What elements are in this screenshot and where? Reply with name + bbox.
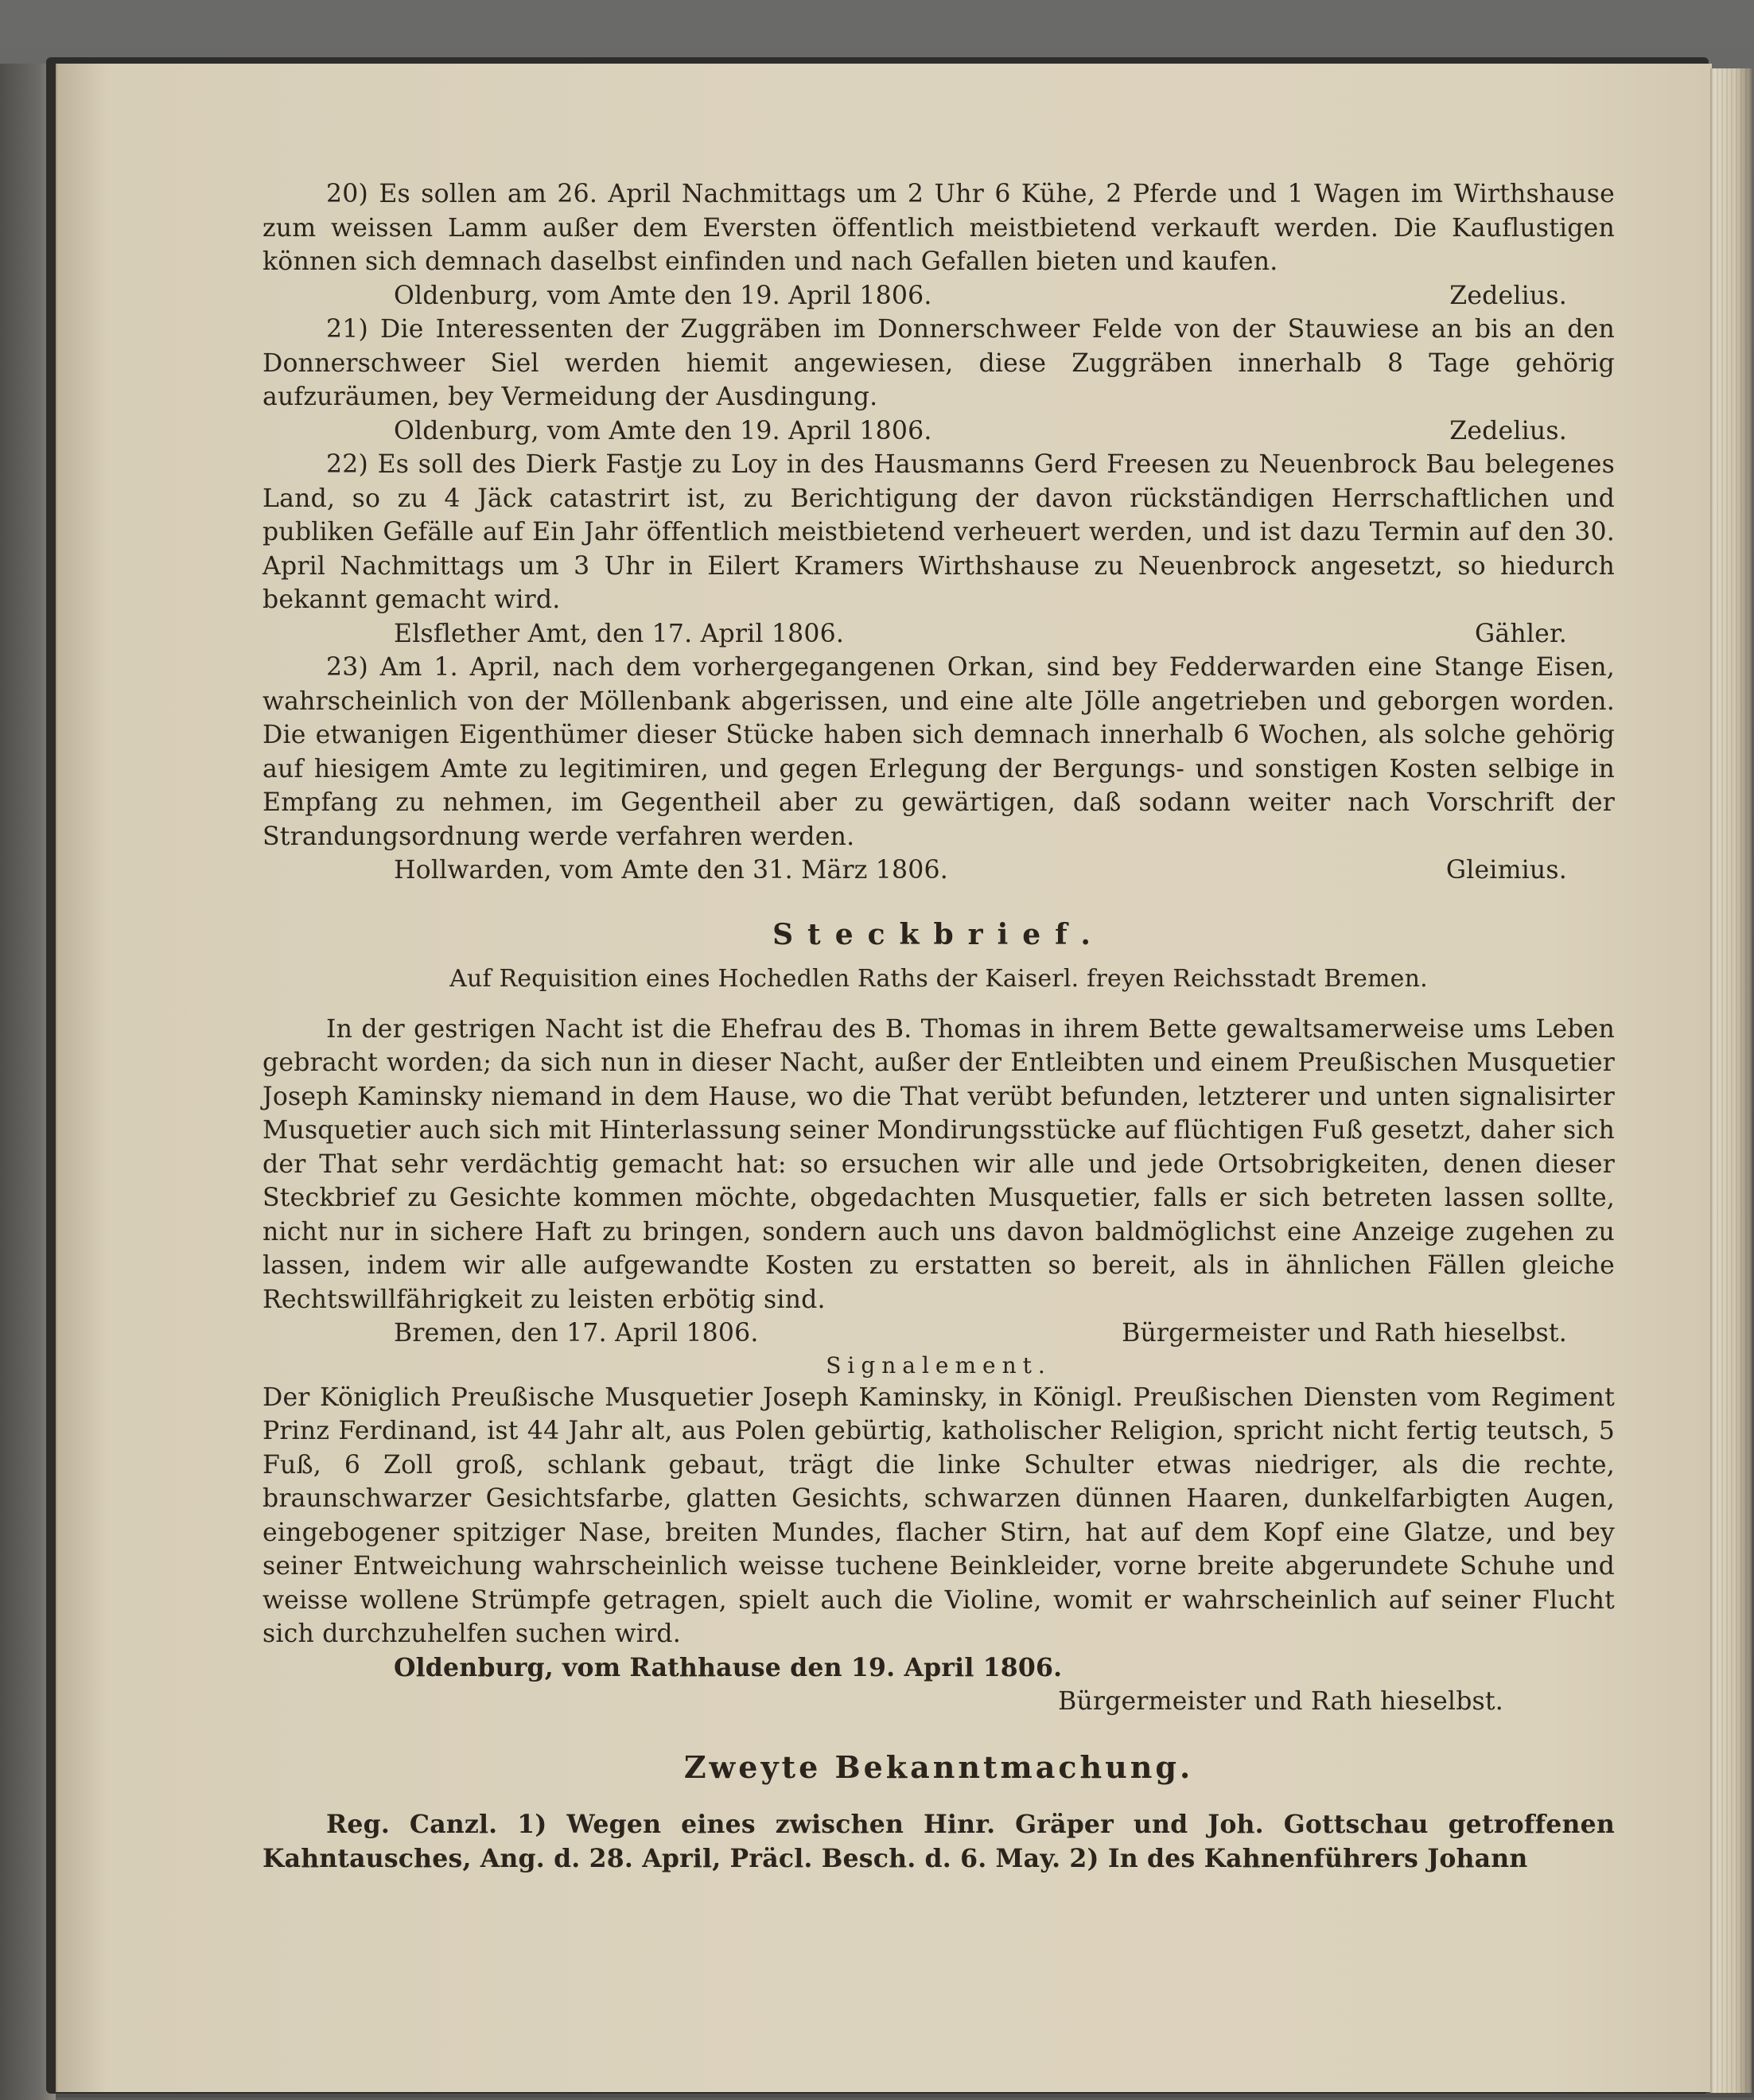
place-date: Hollwarden, vom Amte den 31. März 1806. [394,856,948,885]
notice-21 [263,313,1615,448]
place-date: Oldenburg, vom Rathhause den 19. April 1806. [394,1652,1063,1682]
place-date: Oldenburg, vom Amte den 19. April 1806. [394,416,932,445]
signatory: Zedelius. [1449,281,1567,310]
place-date: Bremen, den 17. April 1806. [394,1319,759,1348]
notice-text: Die Interessenten der Zuggräben im Donnerschweer Felde von der Stauwiese an bis an den Donnerschweer Siel werden hiemit angewiesen, diese Zuggräben innerhalb 8 Tage gehörig aufzuräumen, bey Vermeidung der Ausdingung. [263,315,1615,411]
notice-number: 21) [326,315,368,344]
page-content [263,177,1615,1876]
notice-22 [263,448,1615,651]
notice-text: Es sollen am 26. April Nachmittags um 2 Uhr 6 Kühe, 2 Pferde und 1 Wagen im Wirthshause zum weissen Lamm außer dem Eversten öffentlich meistbietend verkauft werden. Die Kauflustigen können sich demnach daselbst einfinden und nach Gefallen bieten und kaufen. [263,180,1615,276]
notice-number: 23) [326,653,368,682]
notice-20 [263,177,1615,313]
place-date: Elsflether Amt, den 17. April 1806. [394,619,845,648]
zweyte-heading: Zweyte Bekanntmachung. [683,1748,1194,1785]
signalement-text: Der Königlich Preußische Musquetier Joseph Kaminsky, in Königl. Preußischen Diensten vom Regiment Prinz Ferdinand, ist 44 Jahr alt, aus Polen gebürtig, katholischer Religion, spricht nicht fertig teutsch, 5 Fuß, 6 Zoll groß, schlank gebaut, trägt die linke Schulter etwas niedriger, als die rechte, braunschwarzer Gesichtsfarbe, glatten Gesichts, schwarzen dünnen Haaren, dunkelfarbigten Augen, eingebogener spitziger Nase, breiten Mundes, flacher Stirn, hat auf dem Kopf eine Glatze, und bey seiner Entweichung wahrscheinlich weisse tuchene Beinkleider, vorne breite abgerundete Schuhe und weisse wollene Strümpfe getragen, spielt auch die Violine, womit er wahrscheinlich auf seiner Flucht sich durchzuhelfen suchen wird. [263,1382,1615,1648]
signatory: Bürgermeister und Rath hieselbst. [1058,1687,1503,1716]
steckbrief-heading: Steckbrief. [772,917,1105,951]
signatory: Gähler. [1475,619,1567,648]
notice-text: Am 1. April, nach dem vorhergegangenen Orkan, sind bey Fedderwarden eine Stange Eisen, wahrscheinlich von der Möllenbank abgerissen, und eine alte Jölle angetrieben und geborgen worden. Die etwanigen Eigenthümer dieser Stücke haben sich demnach innerhalb 6 Wochen, als solche gehörig auf hiesigem Amte zu legitimiren, und gegen Erlegung der Bergungs- und sonstigen Kosten selbige in Empfang zu nehmen, im Gegentheil aber zu gewärtigen, daß sodann weiter nach Vorschrift der Strandungsordnung werde verfahren werden. [263,653,1615,851]
notice-text: Es soll des Dierk Fastje zu Loy in des Hausmanns Gerd Freesen zu Neuenbrock Bau belegenes Land, so zu 4 Jäck catastrirt ist, zu Berichtigung der davon rückständigen Herrschaftlichen und publiken Gefälle auf Ein Jahr öffentlich meistbietend verheuert werden, und ist dazu Termin auf den 30. April Nachmittags um 3 Uhr in Eilert Kramers Wirthshause zu Neuenbrock angesetzt, so hiedurch bekannt gemacht wird. [263,450,1615,614]
zweyte-text: Reg. Canzl. 1) Wegen eines zwischen Hinr. Gräper und Joh. Gottschau getroffenen Kahntausches, Ang. d. 28. April, Präcl. Besch. d. 6. May. 2) In des Kahnenführers Johann [263,1810,1615,1873]
signatory: Gleimius. [1445,856,1567,885]
steckbrief-subtitle: Auf Requisition eines Hochedlen Raths der Kaiserl. freyen Reichsstadt Bremen. [449,965,1428,993]
notice-23 [263,651,1615,888]
page-edges [1710,68,1752,2093]
signatory: Bürgermeister und Rath hieselbst. [1122,1319,1567,1348]
signatory: Zedelius. [1449,416,1567,445]
signalement-heading: Signalement. [826,1351,1052,1379]
steckbrief-text: In der gestrigen Nacht ist die Ehefrau des B. Thomas in ihrem Bette gewaltsamerweise ums Leben gebracht worden; da sich nun in dieser Nacht, außer der Entleibten und einem Preußischen Musquetier Joseph Kaminsky niemand in dem Hause, wo die That verübt befunden, letzterer und unten signalisirter Musquetier auch sich mit Hinterlassung seiner Mondirungsstücke auf flüchtigen Fuß gesetzt, daher sich der That sehr verdächtig gemacht hat: so ersuchen wir alle und jede Ortsobrigkeiten, denen dieser Steckbrief zu Gesichte kommen möchte, obgedachten Musquetier, falls er sich betreten lassen sollte, nicht nur in sichere Haft zu bringen, sondern auch uns davon baldmöglichst eine Anzeige zugehen zu lassen, indem wir alle aufgewandte Kosten zu erstatten so bereit, als in ähnlichen Fällen gleiche Rechtswillfährigkeit zu leisten erbötig sind. [263,1014,1615,1314]
place-date: Oldenburg, vom Amte den 19. April 1806. [394,281,932,310]
notice-number: 20) [326,180,368,208]
notice-number: 22) [326,450,368,479]
